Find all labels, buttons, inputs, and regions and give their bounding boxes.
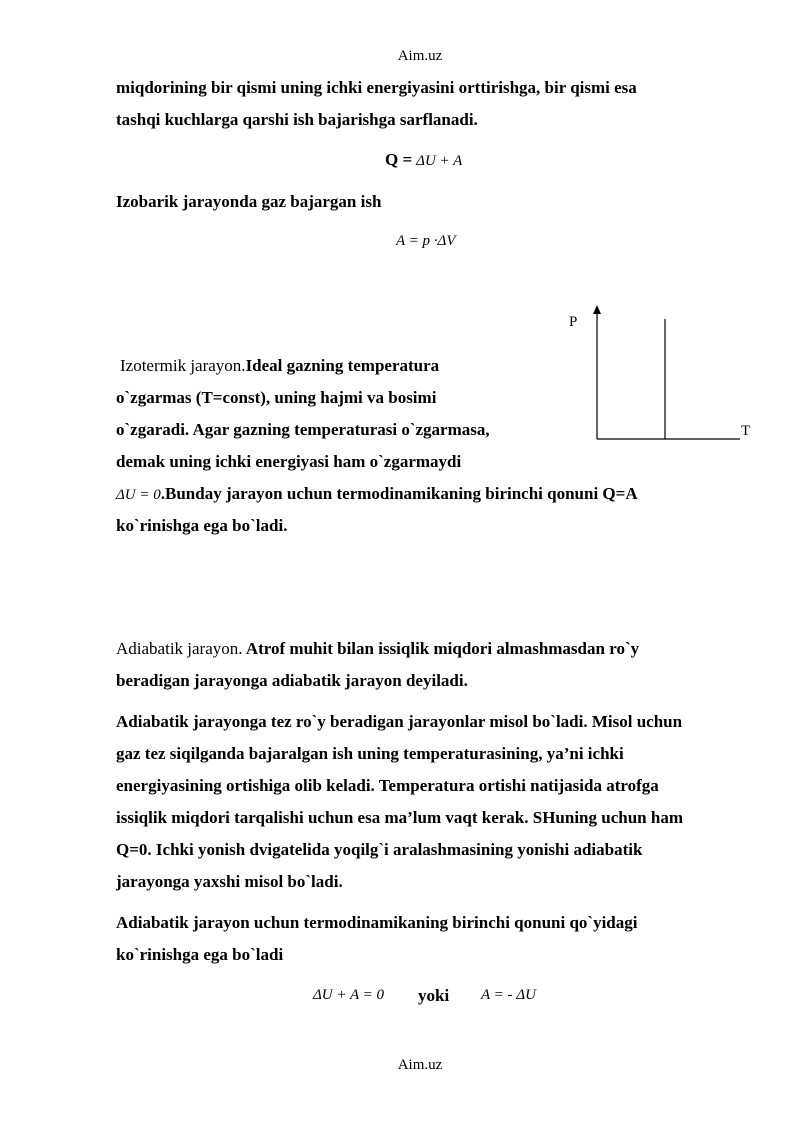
formula-q-lhs: Q = (385, 150, 413, 169)
intro-line-2: tashqi kuchlarga qarshi ish bajarishga sarflanadi. (116, 110, 478, 129)
adiabatic-formula-left: ΔU + A = 0 (313, 987, 385, 1003)
intro-line-1: miqdorining bir qismi uning ichki energiyasini orttirishga, bir qismi esa (116, 78, 637, 97)
adiabatic-def-2: beradigan jarayonga adiabatik jarayon deyiladi. (116, 671, 468, 690)
graph-axis-x-label: T (741, 423, 751, 439)
pt-graph (560, 300, 760, 450)
isothermal-line-6: ko`rinishga ega bo`ladi. (116, 516, 288, 535)
adiabatic-p2-line: energiyasining ortishiga olib keladi. Temperatura ortishi natijasida atrofga (116, 776, 659, 795)
formula-q-rhs: ΔU + A (416, 153, 463, 169)
isothermal-line-1 (116, 350, 439, 382)
isothermal-text-5: .Bunday jarayon uchun termodinamikaning birinchi qonuni Q=A (160, 484, 638, 503)
page-footer: Aim.uz (397, 1057, 443, 1073)
adiabatic-title: Adiabatik jarayon. (116, 639, 243, 658)
isothermal-line-2: o`zgarmas (T=const), uning hajmi va bosimi (116, 388, 437, 407)
isothermal-text-1: Ideal gazning temperatura (245, 356, 440, 375)
intro-paragraph (116, 72, 637, 136)
isobaric-heading: Izobarik jarayonda gaz bajargan ish (116, 192, 382, 211)
page-header: Aim.uz (397, 48, 443, 64)
adiabatic-p3-line: Adiabatik jarayon uchun termodinamikaning birinchi qonuni qo`yidagi (116, 913, 638, 932)
adiabatic-line-1 (116, 633, 639, 665)
adiabatic-formula-right: A = - ΔU (481, 987, 536, 1003)
isothermal-line-3: o`zgaradi. Agar gazning temperaturasi o`zgarmasa, (116, 420, 490, 439)
formula-first-law (385, 150, 462, 170)
adiabatic-paragraph-3 (116, 907, 637, 971)
adiabatic-p2-line: gaz tez siqilganda bajaralgan ish uning temperaturasining, ya’ni ichki (116, 744, 624, 763)
isobaric-formula: A = p ·ΔV (396, 233, 456, 249)
adiabatic-connector: yoki (418, 986, 450, 1005)
adiabatic-p2-line: Adiabatik jarayonga tez ro`y beradigan jarayonlar misol bo`ladi. Misol uchun (116, 712, 683, 731)
isothermal-line-4: demak uning ichki energiyasi ham o`zgarmaydi (116, 452, 462, 471)
adiabatic-p2-line: Q=0. Ichki yonish dvigatelida yoqilg`i aralashmasining yonishi adiabatik (116, 840, 643, 859)
adiabatic-paragraph-2 (116, 706, 683, 898)
y-axis-arrow-icon (593, 305, 601, 314)
isothermal-title: Izotermik jarayon. (120, 356, 246, 375)
graph-axis-y-label: P (569, 314, 578, 330)
isothermal-formula: ΔU = 0 (116, 487, 161, 503)
adiabatic-p3-line: ko`rinishga ega bo`ladi (116, 945, 284, 964)
isothermal-line-5 (116, 478, 638, 511)
adiabatic-p2-line: issiqlik miqdori tarqalishi uchun esa ma’lum vaqt kerak. SHuning uchun ham (116, 808, 683, 827)
adiabatic-def-1: Atrof muhit bilan issiqlik miqdori almashmasdan ro`y (242, 639, 640, 658)
adiabatic-p2-line: jarayonga yaxshi misol bo`ladi. (116, 872, 343, 891)
